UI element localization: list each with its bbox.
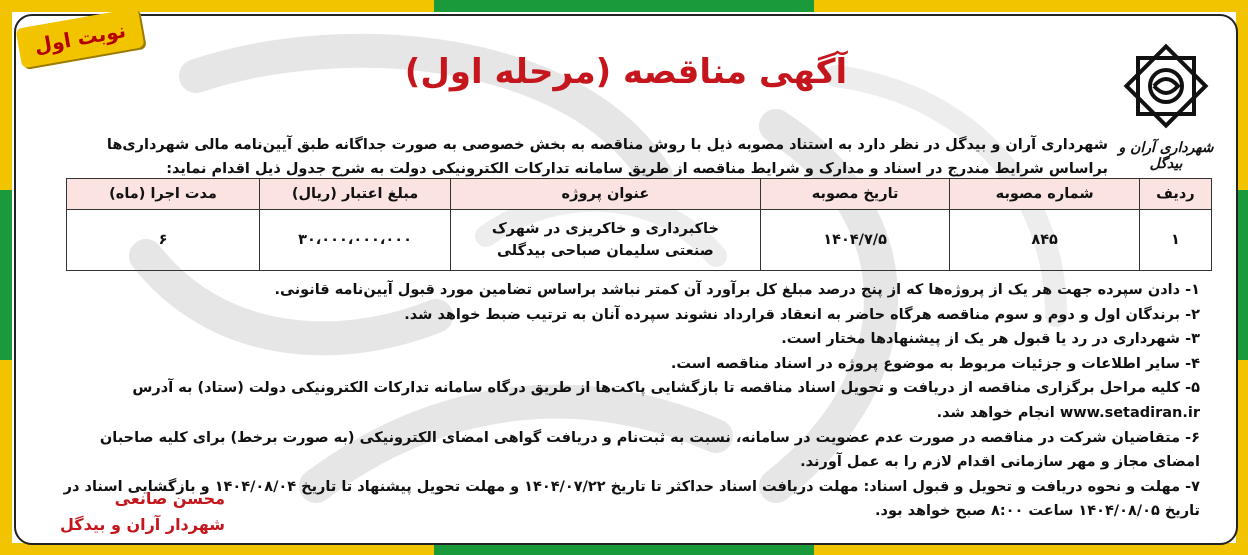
header-approval-number: شماره مصوبه — [950, 179, 1139, 210]
header-approval-date: تاریخ مصوبه — [760, 179, 950, 210]
top-green-bar — [434, 0, 814, 12]
logo-caption: شهرداری آران و بیدگل — [1118, 140, 1214, 172]
conditions-list — [56, 278, 1200, 524]
cell-row-number: ۱ — [1139, 210, 1211, 271]
top-yellow-bar-right — [814, 0, 1248, 12]
signature-block — [60, 486, 225, 538]
condition-item: ۱- دادن سپرده جهت هر یک از پروژه‌ها که از پنج درصد مبلغ کل برآورد آن کمتر نباشد براساس تضامین مورد قبول آیین‌نامه قانونی. — [274, 282, 1200, 298]
cell-credit-amount: ۳۰،۰۰۰،۰۰۰،۰۰۰ — [260, 210, 451, 271]
left-green-bar — [0, 190, 12, 360]
left-yellow-bar — [0, 0, 12, 190]
condition-item: ۷- مهلت و نحوه دریافت و تحویل و قبول اسناد: مهلت دریافت اسناد حداکثر تا تاریخ ۱۴۰۴/۰۷/۲۲ و مهلت تحویل پیشنهاد تا تاریخ ۱۴۰۴/۰۸/۰۴ و بازگشایی اسناد در تاریخ ۱۴۰۴/۰۸/۰۵ ساعت ۸:۰۰ صبح خواهد بود. — [63, 478, 1200, 520]
condition-item: ۳- شهرداری در رد یا قبول هر یک از پیشنهادها مختار است. — [781, 331, 1200, 348]
signatory-name: محسن صانعی — [114, 489, 226, 508]
header-row-number: ردیف — [1139, 179, 1211, 210]
tender-table — [66, 178, 1212, 271]
left-yellow-bar-bottom — [0, 360, 12, 555]
table-row — [67, 210, 1212, 271]
condition-item: ۲- برندگان اول و دوم و سوم مناقصه هرگاه حاضر به انعقاد قرارداد نشوند سپرده آنان به ترتیب ضبط خواهد شد. — [404, 306, 1200, 323]
signatory-role: شهردار آران و بیدگل — [60, 515, 226, 534]
cell-duration: ۶ — [67, 210, 260, 271]
cell-approval-number: ۸۴۵ — [950, 210, 1139, 271]
condition-item: ۶- متقاضیان شرکت در مناقصه در صورت عدم عضویت در سامانه، نسبت به ثبت‌نام و دریافت گواهی امضای الکترونیکی (به صورت برخط) برای کلیه صاحبان امضای مجاز و مهر سازمانی اقدام لازم را به عمل آورند. — [99, 429, 1200, 471]
notice-title: آگهی مناقصه (مرحله اول) — [404, 52, 848, 92]
header-duration: مدت اجرا (ماه) — [67, 179, 260, 210]
top-yellow-bar-left — [0, 0, 434, 12]
header-credit-amount: مبلغ اعتبار (ریال) — [260, 179, 451, 210]
first-publication-badge: نوبت اول — [15, 8, 144, 69]
table-header-row — [67, 179, 1212, 210]
header-project-title: عنوان پروژه — [451, 179, 761, 210]
cell-approval-date: ۱۴۰۴/۷/۵ — [760, 210, 950, 271]
cell-project-title: خاکبرداری و خاکریزی در شهرک صنعتی سلیمان صباحی بیدگلی — [451, 210, 761, 271]
condition-item: ۴- سایر اطلاعات و جزئیات مربوط به موضوع پروژه در اسناد مناقصه است. — [670, 355, 1200, 372]
intro-paragraph: شهرداری آران و بیدگل در نظر دارد به استناد مصوبه ذیل با روش مناقصه به بخش خصوصی به صورت جداگانه طبق آیین‌نامه مالی شهرداری‌ها براساس شرایط مندرج در اسناد و مدارک و شرایط مناقصه از طریق سامانه تدارکات الکترونیکی دولت به شرح جدول ذیل اقدام نماید: — [106, 136, 1108, 177]
condition-item: ۵- کلیه مراحل برگزاری مناقصه از دریافت و تحویل اسناد مناقصه تا بازگشایی پاکت‌ها از طریق درگاه سامانه تدارکات الکترونیکی دولت (ستاد) به آدرس www.setadiran.ir انجام خواهد شد. — [132, 380, 1200, 421]
notice-frame — [14, 14, 1238, 545]
